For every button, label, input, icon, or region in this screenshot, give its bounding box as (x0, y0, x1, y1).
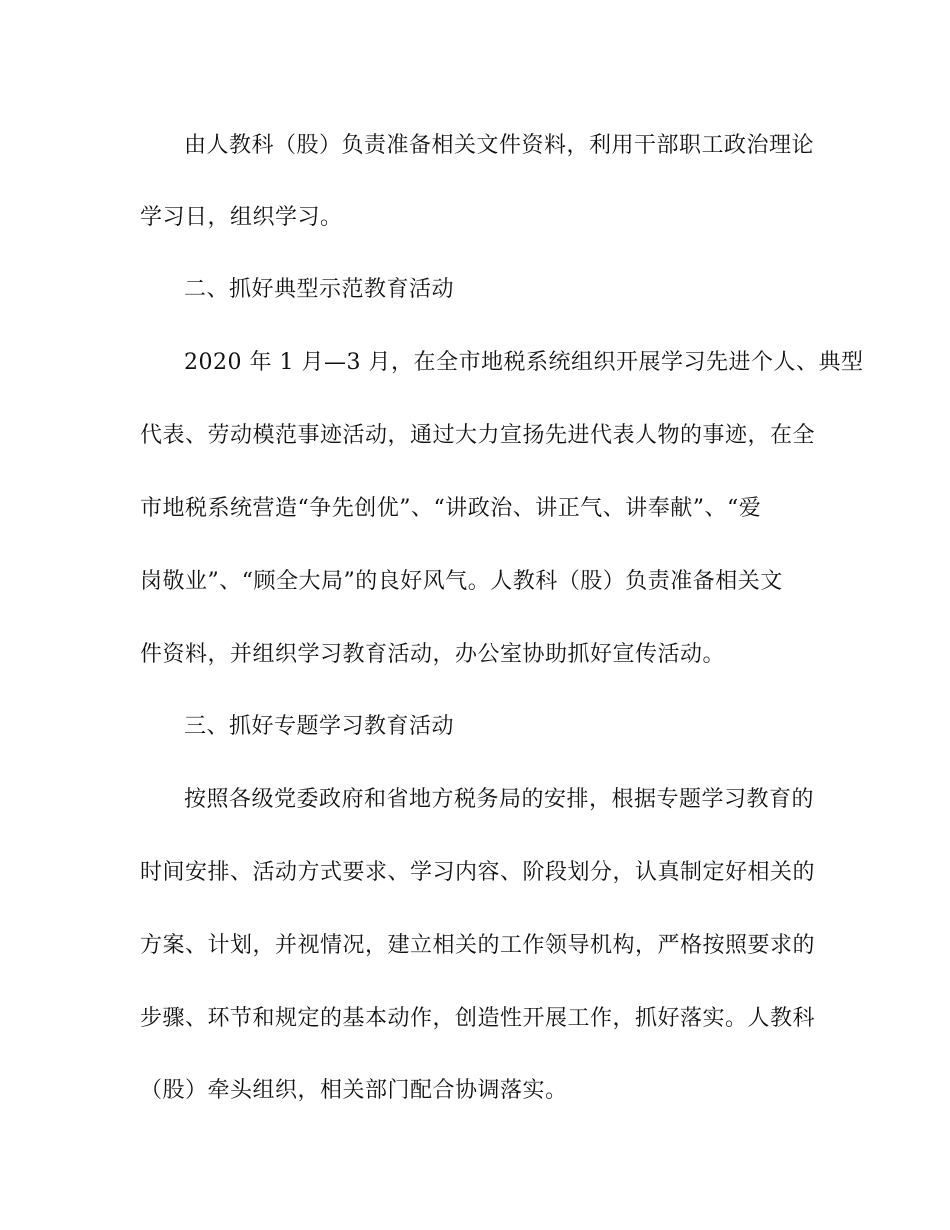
paragraph-line: 按照各级党委政府和省地方税务局的安排，根据专题学习教育的 (184, 787, 815, 812)
paragraph-line: 岗敬业”、“顾全大局”的良好风气。人教科（股）负责准备相关文 (140, 569, 783, 594)
paragraph-line: 件资料，并组织学习教育活动，办公室协助抓好宣传活动。 (140, 642, 726, 667)
paragraph-line: 方案、计划，并视情况，建立相关的工作领导机构，严格按照要求的 (140, 933, 816, 958)
paragraph-line: 由人教科（股）负责准备相关文件资料，利用干部职工政治理论 (184, 133, 815, 158)
paragraph-line: 代表、劳动模范事迹活动，通过大力宣扬先进代表人物的事迹，在全 (140, 423, 816, 448)
paragraph-line: （股）牵头组织，相关部门配合协调落实。 (140, 1078, 568, 1103)
paragraph-line: 步骤、环节和规定的基本动作，创造性开展工作，抓好落实。人教科 (140, 1006, 816, 1031)
paragraph-line: 市地税系统营造“争先创优”、“讲政治、讲正气、讲奉献”、“爱 (140, 496, 762, 521)
section-heading-3: 三、抓好专题学习教育活动 (184, 714, 455, 739)
paragraph-line: 时间安排、活动方式要求、学习内容、阶段划分，认真制定好相关的 (140, 860, 816, 885)
paragraph-line: 学习日，组织学习。 (140, 205, 343, 230)
paragraph-line: 2020 年 1 月—3 月，在全市地税系统组织开展学习先进个人、典型 (184, 350, 864, 375)
section-heading-2: 二、抓好典型示范教育活动 (184, 277, 455, 302)
